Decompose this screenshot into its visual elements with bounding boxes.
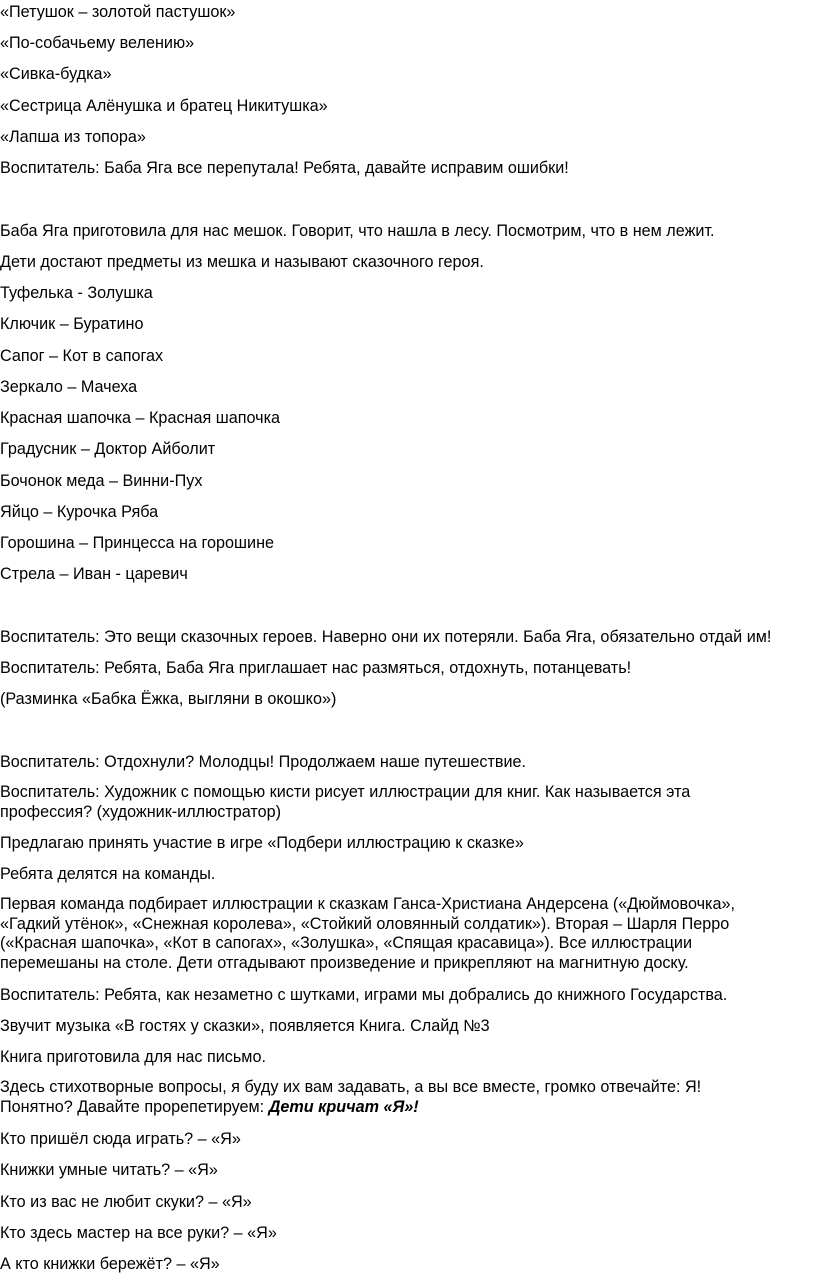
text-line-32: Книжки умные читать? – «Я»: [0, 1161, 218, 1179]
text-line-5: «Лапша из топора»: [0, 128, 146, 146]
text-line-8: Дети достают предметы из мешка и называют сказочного героя.: [0, 253, 484, 271]
text-line-3: «Сивка-будка»: [0, 65, 112, 83]
questions-emphasis: Дети кричат «Я»!: [268, 1097, 419, 1116]
text-line-9: Туфелька - Золушка: [0, 284, 153, 302]
text-paragraph-illustrator: Воспитатель: Художник с помощью кисти рисует иллюстрации для книг. Как называется эта профессия? (художник-иллюстратор): [0, 783, 691, 821]
text-line-14: Градусник – Доктор Айболит: [0, 440, 216, 458]
text-line-19: Воспитатель: Это вещи сказочных героев. Наверно они их потеряли. Баба Яга, обязательно отдай им!: [0, 628, 772, 646]
text-line-22: Воспитатель: Отдохнули? Молодцы! Продолжаем наше путешествие.: [0, 753, 527, 771]
text-line-21: (Разминка «Бабка Ёжка, выгляни в окошко»): [0, 690, 337, 708]
text-line-33: Кто из вас не любит скуки? – «Я»: [0, 1193, 252, 1211]
text-line-16: Яйцо – Курочка Ряба: [0, 503, 159, 521]
text-line-27: Воспитатель: Ребята, как незаметно с шутками, играми мы добрались до книжного Государства.: [0, 986, 728, 1004]
text-line-6: Воспитатель: Баба Яга все перепутала! Ребята, давайте исправим ошибки!: [0, 159, 569, 177]
text-line-15: Бочонок меда – Винни-Пух: [0, 472, 203, 490]
text-line-2: «По-собачьему велению»: [0, 34, 195, 52]
text-line-34: Кто здесь мастер на все руки? – «Я»: [0, 1224, 277, 1242]
text-line-10: Ключик – Буратино: [0, 315, 144, 333]
text-line-31: Кто пришёл сюда играть? – «Я»: [0, 1130, 241, 1148]
text-line-1: «Петушок – золотой пастушок»: [0, 3, 236, 21]
text-line-35: А кто книжки бережёт? – «Я»: [0, 1255, 220, 1273]
text-line-11: Сапог – Кот в сапогах: [0, 347, 164, 365]
text-line-29: Книга приготовила для нас письмо.: [0, 1048, 266, 1066]
text-line-17: Горошина – Принцесса на горошине: [0, 534, 275, 552]
text-line-13: Красная шапочка – Красная шапочка: [0, 409, 281, 427]
text-line-20: Воспитатель: Ребята, Баба Яга приглашает нас размяться, отдохнуть, потанцевать!: [0, 659, 632, 677]
text-line-7: Баба Яга приготовила для нас мешок. Говорит, что нашла в лесу. Посмотрим, что в нем лежит.: [0, 222, 715, 240]
text-line-24: Предлагаю принять участие в игре «Подбери иллюстрацию к сказке»: [0, 834, 524, 852]
questions-intro: Здесь стихотворные вопросы, я буду их вам задавать, а вы все вместе, громко отвечайте: Я! Понятно? Давайте прорепетируем:: [0, 1078, 702, 1116]
text-line-25: Ребята делятся на команды.: [0, 865, 216, 883]
text-line-18: Стрела – Иван - царевич: [0, 565, 188, 583]
text-paragraph-teams: Первая команда подбирает иллюстрации к сказкам Ганса-Христиана Андерсена («Дюймовочка», «Гадкий утёнок», «Снежная королева», «Стойкий оловянный солдатик»). Вторая – Шарля Перро («Красная шапочка», «Кот в сапогах», «Золушка», «Спящая красавица»). Все иллюстрации перемешаны на столе. Дети отгадывают произведение и прикрепляют на магнитную доску.: [0, 895, 735, 972]
text-line-12: Зеркало – Мачеха: [0, 378, 138, 396]
text-paragraph-questions: [0, 1078, 760, 1117]
text-line-28: Звучит музыка «В гостях у сказки», появляется Книга. Слайд №3: [0, 1017, 490, 1035]
text-line-4: «Сестрица Алёнушка и братец Никитушка»: [0, 97, 328, 115]
